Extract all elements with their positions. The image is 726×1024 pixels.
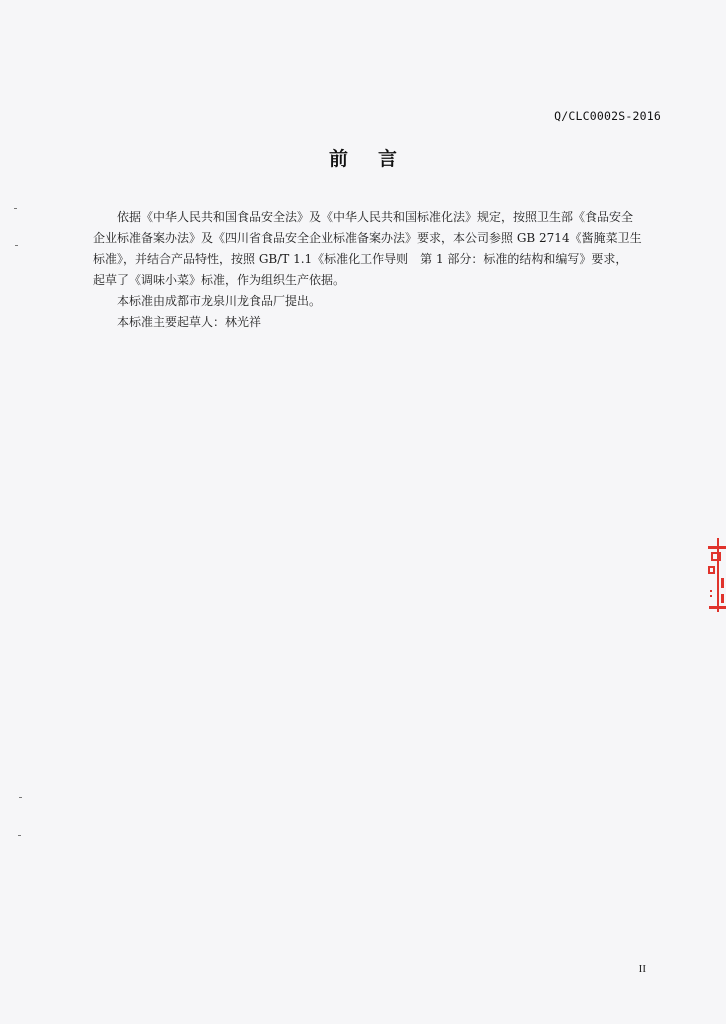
foreword-body (93, 207, 663, 333)
red-seal-stamp (705, 538, 726, 612)
scan-speck (19, 797, 22, 798)
page-number: II (638, 963, 646, 975)
paragraph-proposer: 本标准由成都市龙泉川龙食品厂提出。 (117, 294, 322, 308)
title-char-left: 前 (328, 148, 348, 170)
paragraph-basis (93, 207, 663, 291)
document-code: Q/CLC0002S-2016 (554, 109, 661, 123)
paragraph-line: 起草了《调味小菜》标准，作为组织生产依据。 (93, 273, 346, 287)
paragraph-line: 企业标准备案办法》及《四川省食品安全企业标准备案办法》要求，本公司参照 GB 2714《酱腌菜卫生 (93, 231, 642, 245)
title-char-right: 言 (378, 148, 398, 170)
page-title (0, 144, 726, 171)
scan-speck (18, 835, 21, 836)
paragraph-line: 标准》，并结合产品特性，按照 GB/T 1.1《标准化工作导则 第 1 部分：标准的结构和编写》要求， (93, 252, 628, 266)
scan-speck (15, 245, 18, 246)
paragraph-drafter: 本标准主要起草人：林光祥 (117, 315, 262, 329)
paragraph-line: 依据《中华人民共和国食品安全法》及《中华人民共和国标准化法》规定，按照卫生部《食品安全 (117, 210, 634, 224)
scan-speck (14, 208, 17, 209)
